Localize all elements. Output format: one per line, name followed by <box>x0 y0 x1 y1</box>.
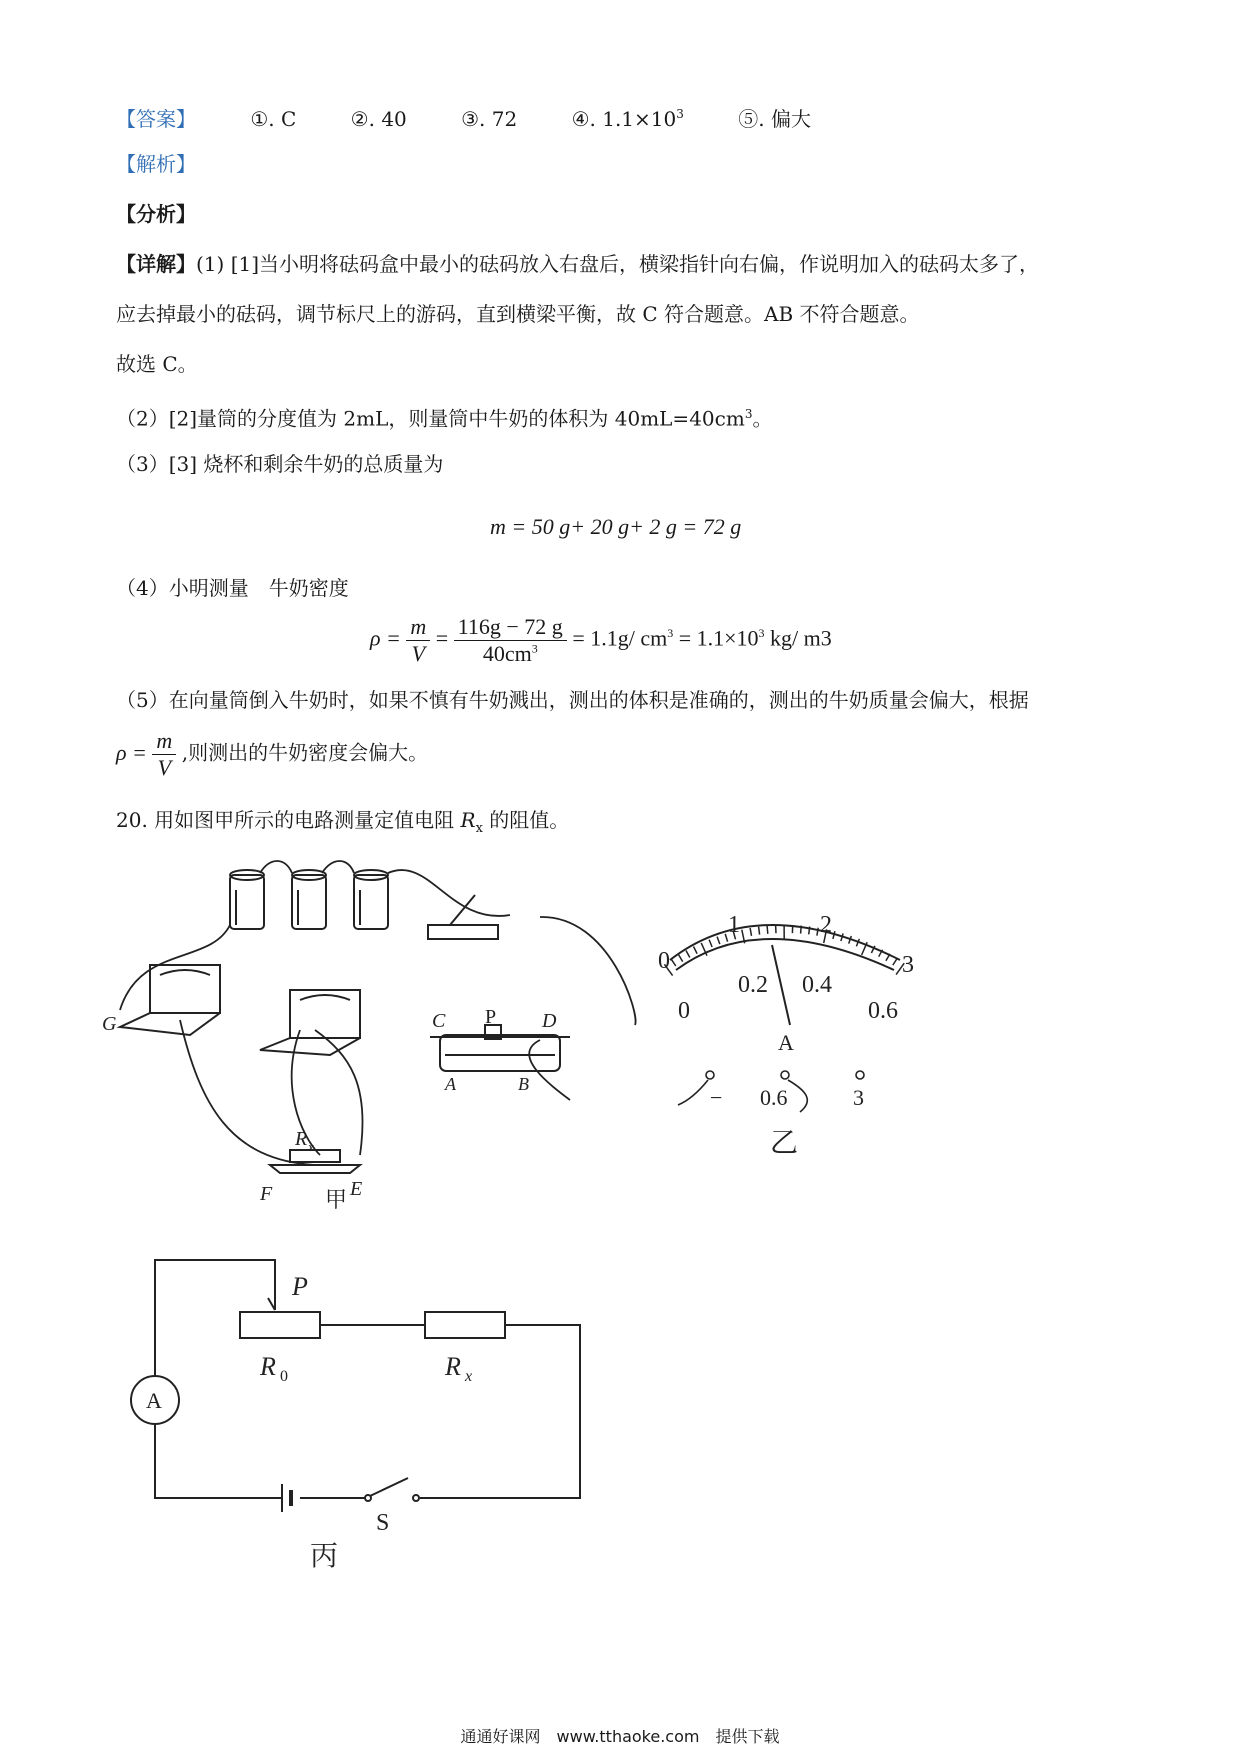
dial-tick <box>801 926 802 934</box>
dial-tick <box>893 958 897 965</box>
detail-p1: 【详解】(1) [1]当小明将砝码盒中最小的砝码放入右盘后，横梁指针向右偏，作说明加入的砝码太多了， <box>116 252 1040 276</box>
battery-cells <box>230 870 388 929</box>
top-tick-1: 1 <box>728 912 740 938</box>
dial-tick <box>750 928 751 936</box>
dial-tick <box>833 931 835 939</box>
figure-yi <box>640 900 960 1170</box>
detail-p2: 应去掉最小的砝码，调节标尺上的游码，直到横梁平衡，故 C 符合题意。AB 不符合题意。 <box>116 302 920 326</box>
label-S: S <box>376 1510 390 1536</box>
label-R0: R <box>260 1352 276 1381</box>
switch-device <box>428 895 498 939</box>
bottom-tick-1: 0.2 <box>738 972 768 998</box>
battery-symbol <box>282 1484 291 1512</box>
dial-tick <box>809 927 810 935</box>
label-R0-sub: 0 <box>280 1368 288 1385</box>
resistor-rx <box>425 1312 505 1338</box>
ammeter-letter: A <box>146 1388 162 1413</box>
dial-unit: A <box>778 1030 794 1055</box>
formula-density: ρ = $\frac{m}{V}$ = $\frac{116g - 72 g}{40cm^3}$ = 1.1g/ $cm^3 = 1.1\times 10^3$ kg/ m3 <box>370 614 832 666</box>
fenxi-label: 【分析】 <box>116 202 196 226</box>
resistor-rx-device <box>270 1150 360 1173</box>
label-F: F <box>260 1183 273 1205</box>
detail-p4: （2）[2]量筒的分度值为 2mL，则量筒中牛奶的体积为 $40mL=40cm^3$。 <box>116 406 773 431</box>
bottom-tick-2: 0.4 <box>802 972 832 998</box>
dial-tick <box>671 959 675 966</box>
dial-tick <box>679 955 683 962</box>
label-Rx-sub-bing: x <box>465 1368 473 1385</box>
answer-line <box>116 100 811 133</box>
label-A: A <box>445 1074 456 1094</box>
label-D: D <box>542 1010 557 1032</box>
label-P-bing: P <box>292 1272 308 1301</box>
question-20: 20. 用如图甲所示的电路测量定值电阻 $R_x$ 的阻值。 <box>116 808 570 836</box>
answer-item-4: ④. $1.1\times 10^3$ <box>571 106 684 131</box>
detail-p5: （3）[3] 烧杯和剩余牛奶的总质量为 <box>116 452 444 476</box>
circuit-wires <box>155 1260 580 1498</box>
label-Rx-bing: R <box>445 1352 461 1381</box>
dial-ticks <box>664 925 904 976</box>
answer-item-5: ⑤. 偏大 <box>738 106 811 131</box>
detail-p3: 故选 C。 <box>116 352 198 376</box>
top-tick-0: 0 <box>658 948 670 974</box>
ammeter-device <box>120 965 220 1035</box>
detail-p6: （4）小明测量 牛奶密度 <box>116 576 349 600</box>
dial-needle <box>772 945 790 1025</box>
figure-bing <box>110 1240 610 1580</box>
dial-tick <box>767 926 768 934</box>
label-Rx: R <box>295 1128 308 1150</box>
figure-jia <box>102 855 670 1215</box>
dial-tick <box>686 951 690 958</box>
analysis-label: 【解析】 <box>116 152 196 176</box>
caption-yi: 乙 <box>770 1128 799 1159</box>
answer-item-2: ②. 40 <box>350 106 407 131</box>
dial-tick <box>694 947 698 954</box>
dial-tick <box>759 927 760 935</box>
terminal-neg: − <box>710 1085 723 1110</box>
dial-tick <box>709 940 712 947</box>
formula-mass: m = 50 g+ 20 g+ 2 g = 72 g <box>490 514 742 539</box>
answer-label: 【答案】 <box>116 106 196 131</box>
page-footer: 通通好课网 www.tthaoke.com 提供下载 <box>460 1727 780 1746</box>
dial-tick <box>717 937 720 945</box>
bottom-tick-3: 0.6 <box>868 998 898 1024</box>
label-G: G <box>102 1013 117 1035</box>
label-P: P <box>485 1006 497 1028</box>
label-B: B <box>518 1074 529 1094</box>
label-C: C <box>432 1010 446 1032</box>
terminal-06: 0.6 <box>760 1085 788 1110</box>
terminal-3: 3 <box>853 1085 864 1110</box>
answer-item-1: ①. C <box>250 106 297 131</box>
caption-jia: 甲 <box>325 1187 348 1212</box>
dial-tick <box>841 933 843 941</box>
detail-p8: ρ = $\frac{m}{V}$ ,则测出的牛奶密度会偏大。 <box>116 728 429 780</box>
voltmeter-device <box>260 990 360 1055</box>
label-Rx-sub: x <box>308 1139 314 1154</box>
answer-item-3: ③. 72 <box>461 106 518 131</box>
label-E: E <box>350 1178 363 1200</box>
bottom-tick-0: 0 <box>678 998 690 1024</box>
switch-symbol <box>365 1478 419 1501</box>
detail-p7: （5）在向量筒倒入牛奶时，如果不慎有牛奶溅出，测出的体积是准确的，测出的牛奶质量会偏大，根据 <box>116 688 1029 712</box>
caption-bing: 丙 <box>310 1541 339 1572</box>
top-tick-2: 2 <box>820 912 832 938</box>
resistor-r0 <box>240 1312 320 1338</box>
top-tick-3: 3 <box>902 952 914 978</box>
